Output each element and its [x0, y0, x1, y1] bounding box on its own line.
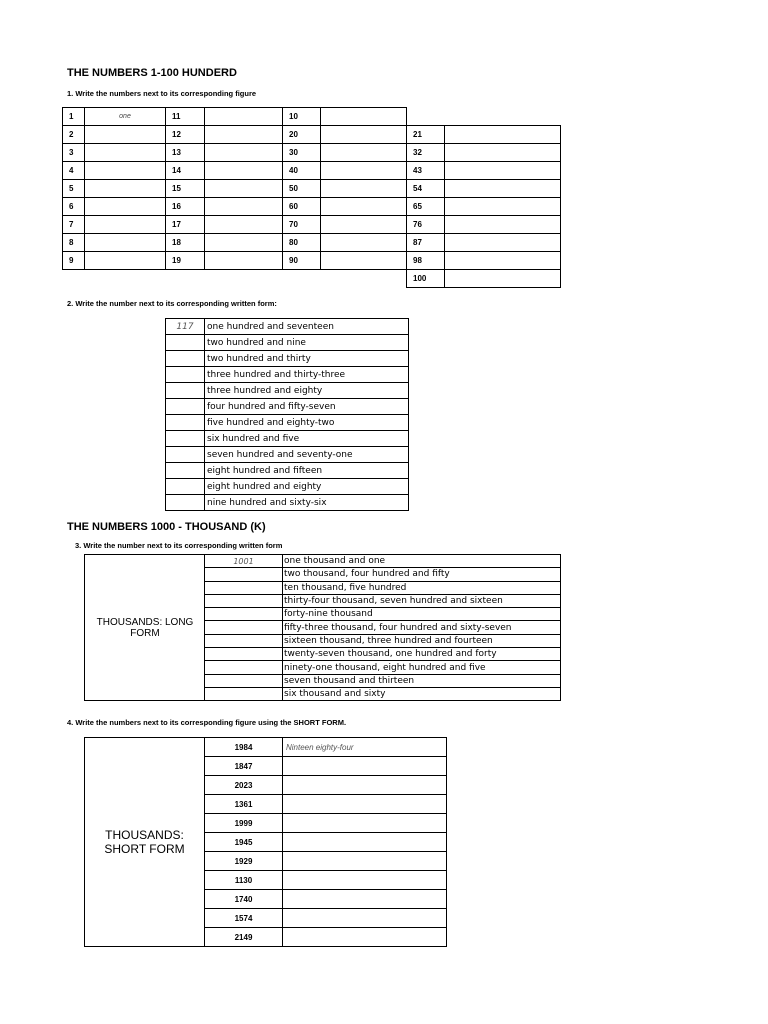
number-figure: 1 — [63, 108, 85, 126]
written-form: seven hundred and seventy-one — [205, 447, 409, 463]
instruction-1: 1. Write the numbers next to its corresponding figure — [67, 89, 257, 98]
written-form: fifty-three thousand, four hundred and sixty-seven — [283, 621, 561, 634]
number-figure: 8 — [63, 234, 85, 252]
section-title-thousands: THE NUMBERS 1000 - THOUSAND (K) — [67, 521, 266, 533]
answer-cell[interactable] — [283, 795, 447, 814]
table-row — [63, 126, 561, 144]
answer-cell[interactable] — [205, 687, 283, 700]
section-title-hundreds: THE NUMBERS 1-100 HUNDERD — [67, 67, 237, 79]
table-row — [63, 180, 561, 198]
table-row — [85, 555, 561, 568]
answer-cell[interactable] — [445, 216, 561, 234]
number-figure: 54 — [407, 180, 445, 198]
answer-cell[interactable] — [166, 495, 205, 511]
answer-cell[interactable] — [205, 581, 283, 594]
number-figure: 18 — [166, 234, 205, 252]
answer-cell[interactable] — [445, 126, 561, 144]
thousands-long-form-table — [84, 554, 561, 701]
example-answer[interactable]: Ninteen eighty-four — [283, 738, 447, 757]
answer-cell[interactable] — [321, 252, 407, 270]
table-row — [63, 252, 561, 270]
table-row — [166, 319, 409, 335]
table-row — [166, 415, 409, 431]
number-figure: 14 — [166, 162, 205, 180]
table-row — [63, 144, 561, 162]
number-figure: 90 — [283, 252, 321, 270]
answer-cell[interactable] — [166, 351, 205, 367]
answer-cell[interactable] — [321, 180, 407, 198]
number-figure: 12 — [166, 126, 205, 144]
written-form: twenty-seven thousand, one hundred and forty — [283, 648, 561, 661]
empty-space — [63, 270, 85, 288]
answer-cell[interactable] — [445, 270, 561, 288]
number-figure: 100 — [407, 270, 445, 288]
answer-cell[interactable] — [283, 776, 447, 795]
table-row — [166, 383, 409, 399]
written-form-hundreds-table — [165, 318, 409, 511]
number-figure: 7 — [63, 216, 85, 234]
year-figure: 1945 — [205, 833, 283, 852]
year-figure: 1130 — [205, 871, 283, 890]
number-figure: 60 — [283, 198, 321, 216]
answer-cell[interactable] — [205, 594, 283, 607]
answer-cell[interactable] — [85, 216, 166, 234]
table-row — [63, 162, 561, 180]
answer-cell[interactable] — [445, 144, 561, 162]
answer-cell[interactable] — [85, 234, 166, 252]
answer-cell[interactable] — [321, 198, 407, 216]
answer-cell[interactable] — [445, 180, 561, 198]
year-figure: 1574 — [205, 909, 283, 928]
written-form: eight hundred and fifteen — [205, 463, 409, 479]
instruction-4: 4. Write the numbers next to its corresponding figure using the SHORT FORM. — [67, 718, 347, 727]
empty-space — [85, 270, 166, 288]
table-row — [166, 463, 409, 479]
answer-cell[interactable] — [166, 431, 205, 447]
table-row — [63, 108, 561, 126]
written-form: eight hundred and eighty — [205, 479, 409, 495]
answer-cell[interactable] — [445, 198, 561, 216]
year-figure: 1361 — [205, 795, 283, 814]
answer-cell[interactable] — [166, 447, 205, 463]
answer-cell[interactable] — [166, 367, 205, 383]
table-row — [85, 738, 447, 757]
number-figure: 80 — [283, 234, 321, 252]
answer-cell[interactable] — [85, 144, 166, 162]
written-form: one thousand and one — [283, 555, 561, 568]
answer-cell[interactable] — [205, 126, 283, 144]
year-figure: 1999 — [205, 814, 283, 833]
instruction-2: 2. Write the number next to its corresponding written form: — [67, 299, 277, 308]
answer-cell[interactable] — [166, 383, 205, 399]
side-label-long-form: THOUSANDS: LONG FORM — [85, 555, 205, 701]
answer-cell[interactable] — [283, 928, 447, 947]
answer-cell[interactable] — [85, 180, 166, 198]
table-row — [166, 351, 409, 367]
written-form: two hundred and nine — [205, 335, 409, 351]
answer-cell[interactable] — [205, 144, 283, 162]
number-figure: 17 — [166, 216, 205, 234]
table-row — [166, 495, 409, 511]
empty-space — [407, 108, 445, 126]
number-figure: 50 — [283, 180, 321, 198]
written-form: five hundred and eighty-two — [205, 415, 409, 431]
year-figure: 1984 — [205, 738, 283, 757]
answer-cell[interactable] — [445, 252, 561, 270]
answer-cell[interactable] — [283, 871, 447, 890]
answer-cell[interactable] — [166, 415, 205, 431]
empty-space — [166, 270, 205, 288]
answer-cell[interactable] — [205, 608, 283, 621]
number-figure: 43 — [407, 162, 445, 180]
side-label-short-form: THOUSANDS: SHORT FORM — [85, 738, 205, 947]
table-row — [166, 335, 409, 351]
written-form: four hundred and fifty-seven — [205, 399, 409, 415]
written-form: six thousand and sixty — [283, 687, 561, 700]
written-form: nine hundred and sixty-six — [205, 495, 409, 511]
number-figure: 87 — [407, 234, 445, 252]
number-figure: 6 — [63, 198, 85, 216]
answer-cell[interactable] — [205, 674, 283, 687]
written-form: two thousand, four hundred and fifty — [283, 568, 561, 581]
answer-cell[interactable] — [283, 909, 447, 928]
number-figure: 70 — [283, 216, 321, 234]
number-figure: 11 — [166, 108, 205, 126]
number-figure: 4 — [63, 162, 85, 180]
empty-space — [205, 270, 283, 288]
answer-cell[interactable] — [321, 126, 407, 144]
answer-cell[interactable] — [205, 252, 283, 270]
written-form: two hundred and thirty — [205, 351, 409, 367]
answer-cell[interactable] — [321, 108, 407, 126]
instruction-3: 3. Write the number next to its corresponding written form — [75, 541, 283, 550]
answer-cell[interactable] — [205, 634, 283, 647]
year-figure: 2149 — [205, 928, 283, 947]
example-answer[interactable]: 117 — [166, 319, 205, 335]
answer-cell[interactable] — [445, 234, 561, 252]
written-form: seven thousand and thirteen — [283, 674, 561, 687]
answer-cell[interactable] — [205, 648, 283, 661]
number-figure: 5 — [63, 180, 85, 198]
number-figure: 20 — [283, 126, 321, 144]
answer-cell[interactable] — [205, 198, 283, 216]
answer-cell[interactable] — [283, 852, 447, 871]
answer-cell[interactable] — [283, 890, 447, 909]
answer-cell[interactable] — [321, 162, 407, 180]
answer-cell[interactable] — [321, 234, 407, 252]
written-form: three hundred and thirty-three — [205, 367, 409, 383]
answer-cell[interactable] — [166, 335, 205, 351]
answer-cell[interactable] — [205, 661, 283, 674]
answer-cell[interactable] — [205, 568, 283, 581]
table-row — [63, 234, 561, 252]
example-answer[interactable]: one — [85, 108, 166, 126]
written-form: thirty-four thousand, seven hundred and sixteen — [283, 594, 561, 607]
answer-cell[interactable] — [166, 463, 205, 479]
written-form: six hundred and five — [205, 431, 409, 447]
number-figure: 30 — [283, 144, 321, 162]
answer-cell[interactable] — [85, 126, 166, 144]
empty-space — [321, 270, 407, 288]
table-row — [63, 216, 561, 234]
answer-cell[interactable] — [166, 479, 205, 495]
number-figure: 15 — [166, 180, 205, 198]
written-form: ninety-one thousand, eight hundred and five — [283, 661, 561, 674]
answer-cell[interactable] — [321, 144, 407, 162]
table-row — [166, 431, 409, 447]
table-row — [63, 198, 561, 216]
answer-cell[interactable] — [85, 162, 166, 180]
answer-cell[interactable] — [445, 162, 561, 180]
answer-cell[interactable] — [85, 252, 166, 270]
number-figure: 65 — [407, 198, 445, 216]
table-row — [166, 399, 409, 415]
number-figure: 13 — [166, 144, 205, 162]
number-figure: 10 — [283, 108, 321, 126]
answer-cell[interactable] — [321, 216, 407, 234]
year-figure: 2023 — [205, 776, 283, 795]
written-form: forty-nine thousand — [283, 608, 561, 621]
number-figure: 19 — [166, 252, 205, 270]
written-form: one hundred and seventeen — [205, 319, 409, 335]
answer-cell[interactable] — [205, 108, 283, 126]
table-row — [166, 479, 409, 495]
written-form: sixteen thousand, three hundred and fourteen — [283, 634, 561, 647]
number-figure: 9 — [63, 252, 85, 270]
answer-cell[interactable] — [205, 621, 283, 634]
example-answer[interactable]: 1001 — [205, 555, 283, 568]
year-figure: 1929 — [205, 852, 283, 871]
table-row — [166, 447, 409, 463]
number-figure: 98 — [407, 252, 445, 270]
number-figure: 32 — [407, 144, 445, 162]
answer-cell[interactable] — [283, 833, 447, 852]
numbers-1-100-table — [62, 107, 561, 288]
answer-cell[interactable] — [166, 399, 205, 415]
number-figure: 21 — [407, 126, 445, 144]
table-row — [63, 270, 561, 288]
number-figure: 76 — [407, 216, 445, 234]
empty-space — [283, 270, 321, 288]
answer-cell[interactable] — [205, 162, 283, 180]
answer-cell[interactable] — [205, 234, 283, 252]
answer-cell[interactable] — [205, 180, 283, 198]
number-figure: 3 — [63, 144, 85, 162]
table-row — [166, 367, 409, 383]
year-figure: 1740 — [205, 890, 283, 909]
answer-cell[interactable] — [205, 216, 283, 234]
answer-cell[interactable] — [85, 198, 166, 216]
empty-space — [445, 108, 561, 126]
number-figure: 16 — [166, 198, 205, 216]
answer-cell[interactable] — [283, 814, 447, 833]
written-form: three hundred and eighty — [205, 383, 409, 399]
written-form: ten thousand, five hundred — [283, 581, 561, 594]
number-figure: 2 — [63, 126, 85, 144]
answer-cell[interactable] — [283, 757, 447, 776]
year-figure: 1847 — [205, 757, 283, 776]
thousands-short-form-table — [84, 737, 447, 947]
number-figure: 40 — [283, 162, 321, 180]
